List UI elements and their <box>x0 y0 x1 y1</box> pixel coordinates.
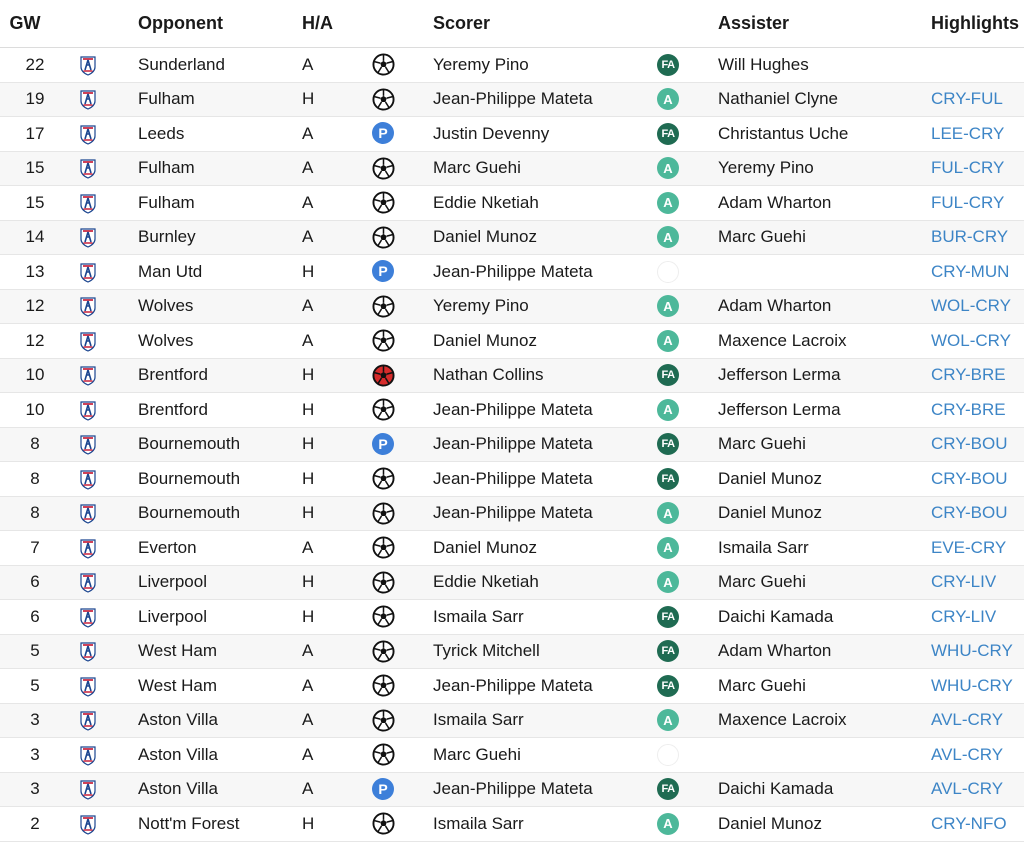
opponent-cell: Man Utd <box>138 261 203 281</box>
fpl-assist-icon-label: FA <box>657 54 679 76</box>
home-away-cell: A <box>302 227 314 247</box>
assister-cell: Marc Guehi <box>718 675 806 695</box>
fpl-assist-icon <box>657 54 679 76</box>
scorer-cell: Jean-Philippe Mateta <box>433 261 593 281</box>
fpl-assist-icon-label: FA <box>657 364 679 386</box>
home-away-cell: H <box>302 468 315 488</box>
highlights-link[interactable]: WHU-CRY <box>931 641 1013 661</box>
table-row <box>0 324 1024 359</box>
highlights-link[interactable]: AVL-CRY <box>931 779 1004 799</box>
highlights-link[interactable]: BUR-CRY <box>931 227 1009 247</box>
assister-cell: Jefferson Lerma <box>718 399 841 419</box>
football-icon <box>372 571 395 594</box>
opponent-cell: Wolves <box>138 296 194 316</box>
crystal-palace-badge-icon <box>76 605 100 629</box>
assist-icon-label: A <box>657 226 679 248</box>
crystal-palace-badge-icon <box>76 432 100 456</box>
assist-icon-label: A <box>657 537 679 559</box>
football-icon <box>372 812 395 835</box>
home-away-cell: A <box>302 330 314 350</box>
football-icon <box>372 743 395 766</box>
table-row <box>0 428 1024 463</box>
crystal-palace-badge-icon <box>76 53 100 77</box>
crystal-palace-badge-icon <box>76 363 100 387</box>
gameweek-cell: 17 <box>25 123 45 143</box>
gameweek-cell: 8 <box>30 434 40 454</box>
fpl-assist-icon-label: FA <box>657 640 679 662</box>
fpl-assist-icon <box>657 778 679 800</box>
assist-icon <box>657 295 679 317</box>
fpl-assist-icon <box>657 433 679 455</box>
gameweek-cell: 10 <box>25 365 45 385</box>
table-row <box>0 393 1024 428</box>
assister-cell: Adam Wharton <box>718 192 832 212</box>
table-row <box>0 773 1024 808</box>
scorer-cell: Daniel Munoz <box>433 227 537 247</box>
crystal-palace-badge-icon <box>76 639 100 663</box>
home-away-cell: A <box>302 192 314 212</box>
highlights-link[interactable]: CRY-NFO <box>931 813 1007 833</box>
fpl-assist-icon-label: FA <box>657 606 679 628</box>
table-row <box>0 807 1024 842</box>
assister-cell: Nathaniel Clyne <box>718 89 839 109</box>
assist-icon <box>657 330 679 352</box>
assister-cell: Adam Wharton <box>718 296 832 316</box>
penalty-icon-label: P <box>372 122 394 144</box>
assister-cell: Daniel Munoz <box>718 503 822 523</box>
gameweek-cell: 5 <box>30 675 40 695</box>
crystal-palace-badge-icon <box>76 536 100 560</box>
fpl-assist-icon-label: FA <box>657 123 679 145</box>
home-away-cell: H <box>302 503 315 523</box>
gameweek-cell: 5 <box>30 641 40 661</box>
scorer-cell: Jean-Philippe Mateta <box>433 89 593 109</box>
assist-icon <box>657 709 679 731</box>
fpl-assist-icon-label: FA <box>657 778 679 800</box>
highlights-link[interactable]: CRY-FUL <box>931 89 1003 109</box>
scorer-cell: Jean-Philippe Mateta <box>433 503 593 523</box>
home-away-cell: H <box>302 606 315 626</box>
fpl-assist-icon <box>657 123 679 145</box>
table-row <box>0 221 1024 256</box>
scorer-cell: Jean-Philippe Mateta <box>433 399 593 419</box>
gameweek-cell: 7 <box>30 537 40 557</box>
crystal-palace-badge-icon <box>76 398 100 422</box>
table-row <box>0 497 1024 532</box>
assist-icon-label: A <box>657 295 679 317</box>
table-row <box>0 531 1024 566</box>
crystal-palace-badge-icon <box>76 122 100 146</box>
scorer-cell: Yeremy Pino <box>433 296 529 316</box>
empty-assist-icon-label <box>657 744 679 766</box>
assist-icon <box>657 157 679 179</box>
assist-icon-label: A <box>657 813 679 835</box>
highlights-link[interactable]: AVL-CRY <box>931 744 1004 764</box>
football-icon <box>372 157 395 180</box>
header-opponent: Opponent <box>138 13 223 33</box>
assist-icon <box>657 226 679 248</box>
gameweek-cell: 3 <box>30 779 40 799</box>
football-icon <box>372 191 395 214</box>
football-icon <box>372 88 395 111</box>
own-goal-icon <box>372 364 395 387</box>
crystal-palace-badge-icon <box>76 812 100 836</box>
highlights-link[interactable]: CRY-MUN <box>931 261 1010 281</box>
assister-cell: Daichi Kamada <box>718 606 834 626</box>
home-away-cell: H <box>302 572 315 592</box>
gameweek-cell: 19 <box>25 89 45 109</box>
scorer-cell: Eddie Nketiah <box>433 192 539 212</box>
assister-cell: Will Hughes <box>718 54 809 74</box>
scorer-cell: Nathan Collins <box>433 365 544 385</box>
highlights-link[interactable]: AVL-CRY <box>931 710 1004 730</box>
table-row <box>0 462 1024 497</box>
opponent-cell: Fulham <box>138 89 195 109</box>
table-row <box>0 117 1024 152</box>
gameweek-cell: 8 <box>30 503 40 523</box>
opponent-cell: Aston Villa <box>138 744 219 764</box>
assist-icon <box>657 813 679 835</box>
scorer-cell: Marc Guehi <box>433 158 521 178</box>
highlights-link[interactable]: WHU-CRY <box>931 675 1013 695</box>
fpl-assist-icon-label: FA <box>657 433 679 455</box>
crystal-palace-badge-icon <box>76 777 100 801</box>
assister-cell: Marc Guehi <box>718 227 806 247</box>
assister-cell: Marc Guehi <box>718 572 806 592</box>
highlights-link[interactable]: FUL-CRY <box>931 158 1005 178</box>
table-row <box>0 704 1024 739</box>
football-icon <box>372 605 395 628</box>
assister-cell: Adam Wharton <box>718 641 832 661</box>
home-away-cell: A <box>302 54 314 74</box>
crystal-palace-badge-icon <box>76 156 100 180</box>
opponent-cell: Burnley <box>138 227 196 247</box>
opponent-cell: Brentford <box>138 399 208 419</box>
opponent-cell: Brentford <box>138 365 208 385</box>
penalty-icon-label: P <box>372 778 394 800</box>
assist-icon <box>657 399 679 421</box>
gameweek-cell: 22 <box>25 54 45 74</box>
assist-icon <box>657 502 679 524</box>
gameweek-cell: 15 <box>25 158 45 178</box>
football-icon <box>372 640 395 663</box>
fpl-assist-icon <box>657 606 679 628</box>
opponent-cell: West Ham <box>138 675 218 695</box>
table-row <box>0 290 1024 325</box>
empty-assist-icon <box>657 744 679 766</box>
crystal-palace-badge-icon <box>76 570 100 594</box>
penalty-icon <box>372 122 395 145</box>
assister-cell: Daniel Munoz <box>718 813 822 833</box>
header-scorer: Scorer <box>433 13 491 33</box>
header-ha: H/A <box>302 13 333 33</box>
gameweek-cell: 2 <box>30 813 40 833</box>
home-away-cell: A <box>302 537 314 557</box>
gameweek-cell: 3 <box>30 744 40 764</box>
football-icon <box>372 398 395 421</box>
gameweek-cell: 13 <box>25 261 45 281</box>
crystal-palace-badge-icon <box>76 294 100 318</box>
table-header <box>0 0 1024 48</box>
scorer-cell: Justin Devenny <box>433 123 550 143</box>
fpl-assist-icon <box>657 640 679 662</box>
scorer-cell: Yeremy Pino <box>433 54 529 74</box>
home-away-cell: H <box>302 434 315 454</box>
assister-cell: Christantus Uche <box>718 123 849 143</box>
opponent-cell: Fulham <box>138 192 195 212</box>
scorer-cell: Daniel Munoz <box>433 330 537 350</box>
gameweek-cell: 8 <box>30 468 40 488</box>
assister-cell: Jefferson Lerma <box>718 365 841 385</box>
opponent-cell: Bournemouth <box>138 434 241 454</box>
header-highlights: Highlights <box>931 13 1019 33</box>
scorer-cell: Ismaila Sarr <box>433 813 524 833</box>
opponent-cell: Aston Villa <box>138 710 219 730</box>
gameweek-cell: 12 <box>25 330 45 350</box>
highlights-link[interactable]: CRY-LIV <box>931 606 997 626</box>
opponent-cell: Leeds <box>138 123 185 143</box>
header-assister: Assister <box>718 13 790 33</box>
assist-icon <box>657 192 679 214</box>
opponent-cell: Fulham <box>138 158 195 178</box>
opponent-cell: Liverpool <box>138 606 207 626</box>
highlights-link[interactable]: LEE-CRY <box>931 123 1005 143</box>
assister-cell: Daichi Kamada <box>718 779 834 799</box>
football-icon <box>372 536 395 559</box>
crystal-palace-badge-icon <box>76 743 100 767</box>
assister-cell: Daniel Munoz <box>718 468 822 488</box>
table-row <box>0 635 1024 670</box>
crystal-palace-badge-icon <box>76 225 100 249</box>
home-away-cell: A <box>302 744 314 764</box>
crystal-palace-badge-icon <box>76 260 100 284</box>
highlights-link[interactable]: WOL-CRY <box>931 330 1011 350</box>
fpl-assist-icon <box>657 468 679 490</box>
home-away-cell: A <box>302 296 314 316</box>
scorer-cell: Jean-Philippe Mateta <box>433 675 593 695</box>
assist-icon-label: A <box>657 502 679 524</box>
fpl-assist-icon-label: FA <box>657 675 679 697</box>
table-row <box>0 152 1024 187</box>
highlights-link[interactable]: CRY-LIV <box>931 572 997 592</box>
crystal-palace-badge-icon <box>76 87 100 111</box>
table-row <box>0 738 1024 773</box>
football-icon <box>372 295 395 318</box>
highlights-link[interactable]: CRY-BRE <box>931 365 1006 385</box>
football-icon <box>372 709 395 732</box>
crystal-palace-badge-icon <box>76 329 100 353</box>
home-away-cell: H <box>302 89 315 109</box>
crystal-palace-badge-icon <box>76 674 100 698</box>
assist-icon-label: A <box>657 88 679 110</box>
scorer-cell: Tyrick Mitchell <box>433 641 540 661</box>
opponent-cell: Bournemouth <box>138 503 241 523</box>
gameweek-cell: 6 <box>30 572 40 592</box>
home-away-cell: H <box>302 813 315 833</box>
opponent-cell: Liverpool <box>138 572 207 592</box>
highlights-link[interactable]: FUL-CRY <box>931 192 1005 212</box>
home-away-cell: A <box>302 675 314 695</box>
crystal-palace-badge-icon <box>76 501 100 525</box>
assister-cell: Maxence Lacroix <box>718 330 847 350</box>
home-away-cell: A <box>302 779 314 799</box>
highlights-link[interactable]: EVE-CRY <box>931 537 1007 557</box>
football-icon <box>372 53 395 76</box>
table-row <box>0 566 1024 601</box>
home-away-cell: A <box>302 641 314 661</box>
gameweek-cell: 15 <box>25 192 45 212</box>
assist-icon-label: A <box>657 157 679 179</box>
assister-cell: Yeremy Pino <box>718 158 814 178</box>
home-away-cell: A <box>302 710 314 730</box>
home-away-cell: H <box>302 399 315 419</box>
scorer-cell: Jean-Philippe Mateta <box>433 434 593 454</box>
crystal-palace-badge-icon <box>76 467 100 491</box>
gameweek-cell: 14 <box>25 227 45 247</box>
penalty-icon-label: P <box>372 433 394 455</box>
assist-icon <box>657 571 679 593</box>
assist-icon-label: A <box>657 571 679 593</box>
football-icon <box>372 467 395 490</box>
fpl-assist-icon-label: FA <box>657 468 679 490</box>
home-away-cell: H <box>302 261 315 281</box>
highlights-link[interactable]: CRY-BOU <box>931 503 1008 523</box>
assist-icon-label: A <box>657 330 679 352</box>
scorer-cell: Eddie Nketiah <box>433 572 539 592</box>
assist-icon-label: A <box>657 192 679 214</box>
penalty-icon-label: P <box>372 260 394 282</box>
header-gw: GW <box>9 13 41 33</box>
empty-assist-icon-label <box>657 261 679 283</box>
gameweek-cell: 12 <box>25 296 45 316</box>
table-row <box>0 83 1024 118</box>
highlights-link[interactable]: CRY-BOU <box>931 434 1008 454</box>
opponent-cell: Nott'm Forest <box>138 813 240 833</box>
home-away-cell: A <box>302 123 314 143</box>
table-body <box>0 48 1024 842</box>
assist-icon-label: A <box>657 399 679 421</box>
opponent-cell: Sunderland <box>138 54 225 74</box>
empty-assist-icon <box>657 261 679 283</box>
highlights-link[interactable]: CRY-BOU <box>931 468 1008 488</box>
home-away-cell: A <box>302 158 314 178</box>
crystal-palace-badge-icon <box>76 708 100 732</box>
scorer-cell: Jean-Philippe Mateta <box>433 779 593 799</box>
fpl-assist-icon <box>657 364 679 386</box>
assister-cell: Maxence Lacroix <box>718 710 847 730</box>
football-icon <box>372 502 395 525</box>
football-icon <box>372 329 395 352</box>
opponent-cell: Bournemouth <box>138 468 241 488</box>
highlights-link[interactable]: WOL-CRY <box>931 296 1011 316</box>
gameweek-cell: 3 <box>30 710 40 730</box>
table-row <box>0 48 1024 83</box>
opponent-cell: Wolves <box>138 330 194 350</box>
penalty-icon <box>372 778 395 801</box>
assister-cell: Ismaila Sarr <box>718 537 809 557</box>
assist-icon <box>657 537 679 559</box>
scorer-cell: Jean-Philippe Mateta <box>433 468 593 488</box>
scorer-cell: Daniel Munoz <box>433 537 537 557</box>
table-row <box>0 186 1024 221</box>
gameweek-cell: 6 <box>30 606 40 626</box>
football-icon <box>372 674 395 697</box>
gameweek-cell: 10 <box>25 399 45 419</box>
scorer-cell: Marc Guehi <box>433 744 521 764</box>
table-row <box>0 669 1024 704</box>
assist-icon-label: A <box>657 709 679 731</box>
football-icon <box>372 226 395 249</box>
penalty-icon <box>372 260 395 283</box>
table-row <box>0 600 1024 635</box>
scorer-cell: Ismaila Sarr <box>433 606 524 626</box>
penalty-icon <box>372 433 395 456</box>
table-row <box>0 255 1024 290</box>
crystal-palace-badge-icon <box>76 191 100 215</box>
opponent-cell: Aston Villa <box>138 779 219 799</box>
assist-icon <box>657 88 679 110</box>
scorer-cell: Ismaila Sarr <box>433 710 524 730</box>
fpl-assist-icon <box>657 675 679 697</box>
table-row <box>0 359 1024 394</box>
highlights-link[interactable]: CRY-BRE <box>931 399 1006 419</box>
opponent-cell: Everton <box>138 537 197 557</box>
home-away-cell: H <box>302 365 315 385</box>
opponent-cell: West Ham <box>138 641 218 661</box>
assister-cell: Marc Guehi <box>718 434 806 454</box>
